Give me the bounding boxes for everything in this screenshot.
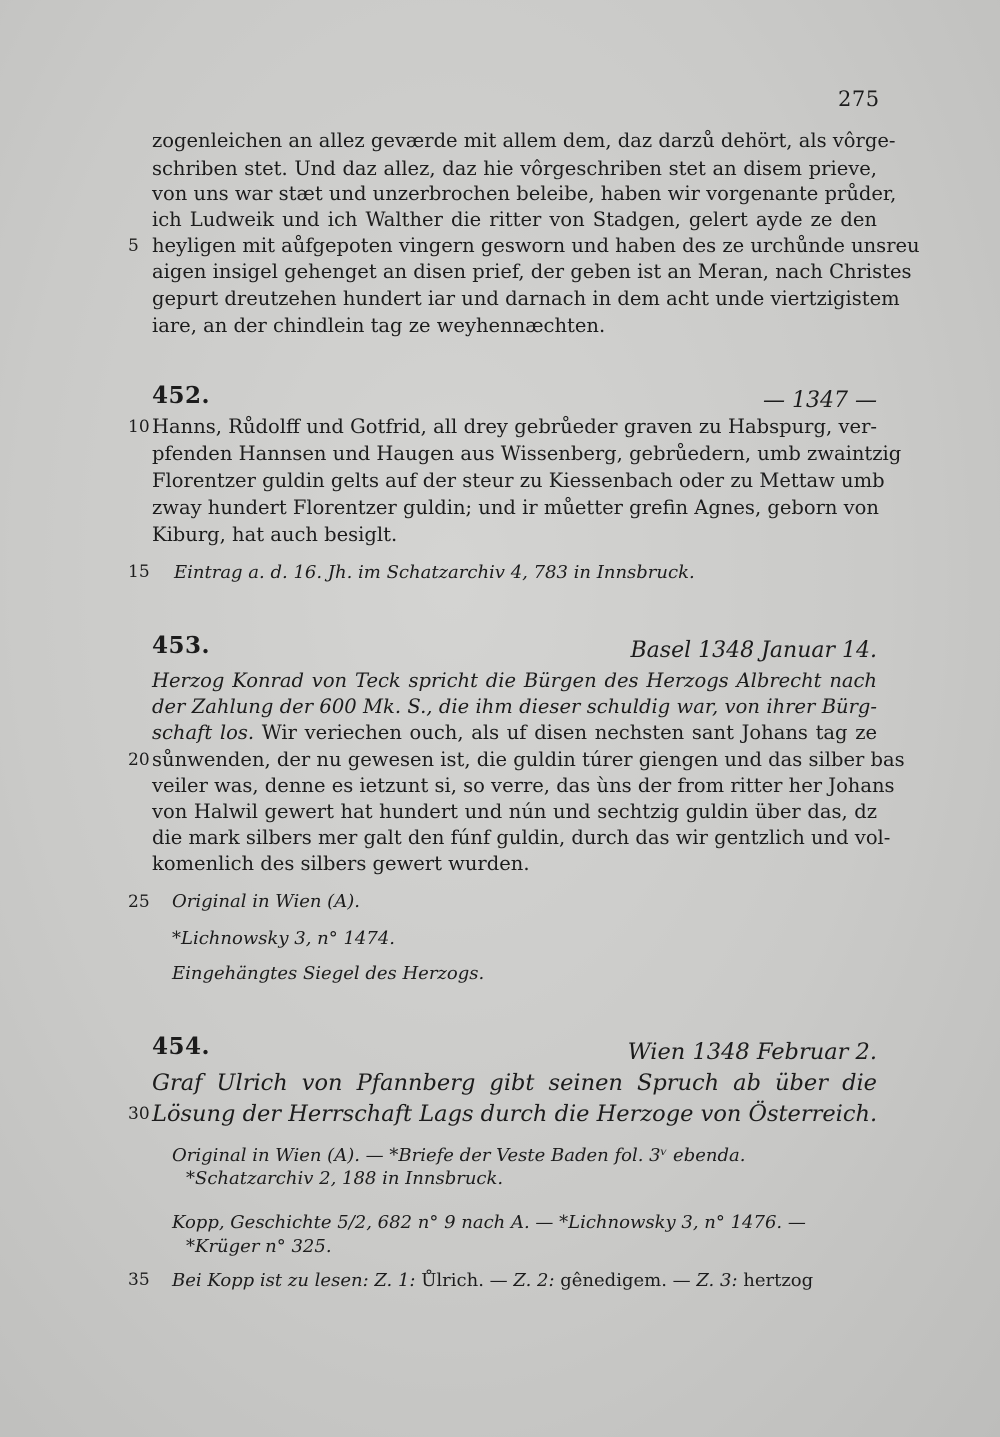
text-line: zogenleichen an allez geværde mit allem dem, daz darzů dehört, als vôrge-	[152, 129, 896, 152]
source-note: Kopp, Geschichte 5/2, 682 n° 9 nach A. — *Lichnowsky 3, n° 1476. —	[172, 1212, 806, 1233]
regest-line: Herzog Konrad von Teck spricht die Bürgen des Herzogs Albrecht nach	[152, 669, 877, 692]
text-line: veiler was, denne es ietzunt si, so verre, das ùns der from ritter her Johans	[152, 774, 895, 797]
source-note: Eingehängtes Siegel des Herzogs.	[172, 963, 485, 984]
line-number: 10	[128, 417, 150, 437]
text-line: iare, an der chindlein tag ze weyhennæchten.	[152, 314, 606, 337]
text-line: aigen insigel gehenget an disen prief, der geben ist an Meran, nach Christes	[152, 260, 912, 283]
text-line: gepurt dreutzehen hundert iar und darnach in dem acht unde viertzigistem	[152, 287, 900, 310]
regest-line: Graf Ulrich von Pfannberg gibt seinen Spruch ab über die	[152, 1070, 877, 1096]
text-line: die mark silbers mer galt den fúnf guldin, durch das wir gentzlich und vol-	[152, 826, 891, 849]
text-line: von uns war stæt und unzerbrochen beleibe, haben wir vorgenante průder,	[152, 182, 897, 205]
source-note: *Lichnowsky 3, n° 1474.	[172, 928, 395, 949]
entry-date: — 1347 —	[763, 388, 877, 413]
text-line: Hanns, Růdolff und Gotfrid, all drey gebrůeder graven zu Habspurg, ver-	[152, 415, 877, 438]
text-line: zway hundert Florentzer guldin; und ir můetter grefin Agnes, geborn von	[152, 496, 879, 519]
source-note	[172, 1268, 813, 1294]
note-fragment: Bei Kopp ist zu lesen: Z. 1:	[172, 1270, 422, 1291]
line-number: 20	[128, 750, 150, 770]
text-line: sůnwenden, der nu gewesen ist, die guldin túrer giengen und das silber bas	[152, 748, 905, 771]
source-note: Original in Wien (A). — *Briefe der Veste Baden fol. 3ᵛ ebenda.	[172, 1145, 746, 1166]
line-number: 35	[128, 1270, 150, 1290]
regest-end: schaft los.	[152, 721, 255, 744]
entry-date: Wien 1348 Februar 2.	[627, 1039, 877, 1065]
text-line	[152, 719, 877, 747]
page-number: 275	[838, 87, 880, 111]
source-note: Original in Wien (A).	[172, 891, 360, 912]
note-fragment: Z. 2:	[513, 1270, 561, 1291]
text-fragment: Wir veriechen ouch, als uf disen nechsten sant Johans tag ze	[261, 721, 878, 744]
note-fragment: Z. 3:	[696, 1270, 744, 1291]
line-number: 5	[128, 236, 139, 256]
text-line: Florentzer guldin gelts auf der steur zu Kiessenbach oder zu Mettaw umb	[152, 469, 885, 492]
text-line: komenlich des silbers gewert wurden.	[152, 852, 530, 875]
text-line: pfenden Hannsen und Haugen aus Wissenberg, gebrůedern, umb zwaintzig	[152, 442, 902, 465]
text-line: heyligen mit aůfgepoten vingern gesworn und haben des ze urchůnde unsreu	[152, 234, 920, 257]
note-fragment: hertzog	[743, 1270, 814, 1291]
regest-line: der Zahlung der 600 Mk. S., die ihm dieser schuldig war, von ihrer Bürg-	[152, 695, 877, 718]
entry-number: 453.	[152, 632, 211, 659]
text-line: ich Ludweik und ich Walther die ritter von Stadgen, gelert ayde ze den	[152, 208, 877, 231]
source-note: *Krüger n° 325.	[186, 1236, 332, 1257]
entry-date: Basel 1348 Januar 14.	[630, 638, 877, 663]
line-number: 25	[128, 892, 150, 912]
text-line: schriben stet. Und daz allez, daz hie vôrgeschriben stet an disem prieve,	[152, 157, 877, 180]
source-note: Eintrag a. d. 16. Jh. im Schatzarchiv 4, 783 in Innsbruck.	[174, 562, 695, 583]
note-fragment: gênedigem. —	[560, 1270, 697, 1291]
note-fragment: Ůlrich. —	[421, 1270, 514, 1291]
text-line: von Halwil gewert hat hundert und nún und sechtzig guldin über das, dz	[152, 800, 877, 823]
source-note: *Schatzarchiv 2, 188 in Innsbruck.	[186, 1168, 504, 1189]
line-number: 30	[128, 1104, 150, 1124]
line-number: 15	[128, 562, 150, 582]
entry-number: 452.	[152, 382, 211, 409]
text-line: Kiburg, hat auch besiglt.	[152, 523, 398, 546]
entry-number: 454.	[152, 1033, 211, 1060]
regest-line: Lösung der Herrschaft Lags durch die Herzoge von Österreich.	[152, 1101, 878, 1127]
